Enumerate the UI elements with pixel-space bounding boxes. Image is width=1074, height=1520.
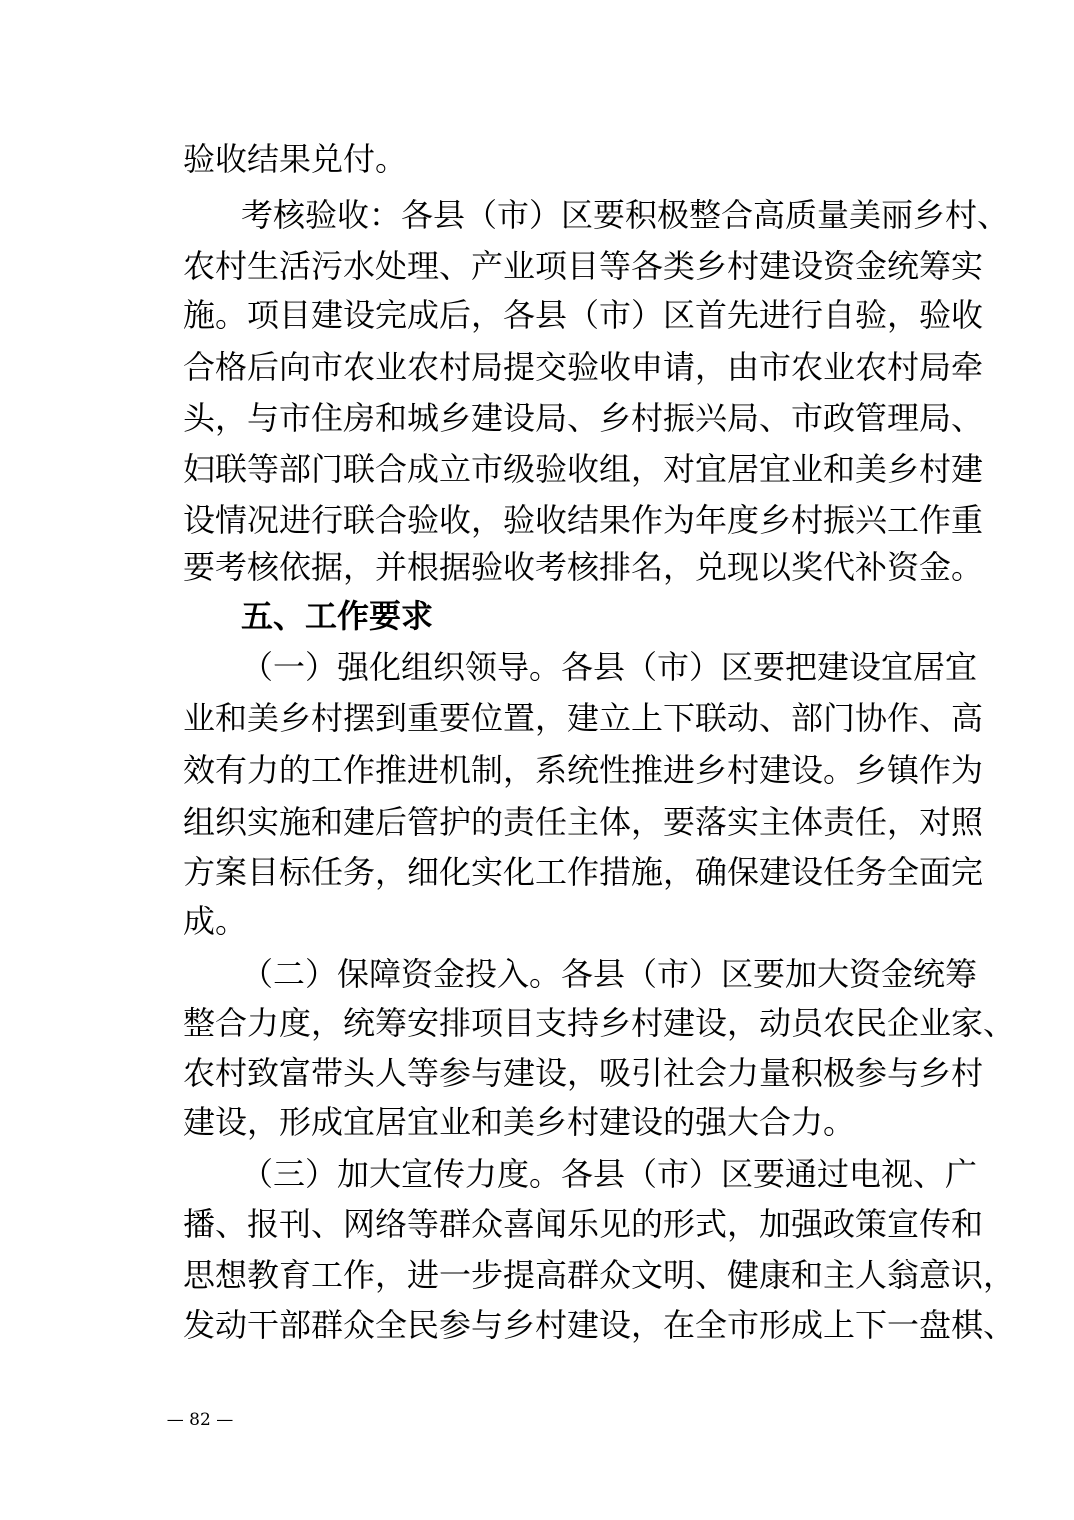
- text-line-19: 农村致富带头人等参与建设，吸引社会力量积极参与乡村: [183, 1054, 984, 1092]
- text-line-16: 成。: [183, 902, 248, 940]
- page-number: — 82 —: [166, 1410, 234, 1430]
- text-line-1: 验收结果兑付。: [183, 140, 408, 178]
- section-heading: 五、工作要求: [241, 597, 434, 635]
- text-line-3: 农村生活污水处理、产业项目等各类乡村建设资金统筹实: [183, 247, 984, 285]
- text-line-24: 发动干部群众全民参与乡村建设，在全市形成上下一盘棋、: [183, 1306, 1016, 1344]
- text-line-5: 合格后向市农业农村局提交验收申请，由市农业农村局牵: [183, 348, 984, 386]
- text-line-6: 头，与市住房和城乡建设局、乡村振兴局、市政管理局、: [183, 399, 984, 437]
- text-line-8: 设情况进行联合验收，验收结果作为年度乡村振兴工作重: [183, 501, 984, 539]
- text-line-4: 施。项目建设完成后，各县（市）区首先进行自验，验收: [183, 296, 984, 334]
- text-line-7: 妇联等部门联合成立市级验收组，对宜居宜业和美乡村建: [183, 450, 984, 488]
- text-line-14: 组织实施和建后管护的责任主体，要落实主体责任，对照: [183, 803, 984, 841]
- text-line-22: 播、报刊、网络等群众喜闻乐见的形式，加强政策宣传和: [183, 1205, 984, 1243]
- text-line-21: （三）加大宣传力度。各县（市）区要通过电视、广: [241, 1155, 978, 1193]
- text-line-17: （二）保障资金投入。各县（市）区要加大资金统筹: [241, 955, 978, 993]
- text-line-23: 思想教育工作，进一步提高群众文明、健康和主人翁意识，: [183, 1256, 1016, 1294]
- text-line-11: （一）强化组织领导。各县（市）区要把建设宜居宜: [241, 648, 978, 686]
- text-line-13: 效有力的工作推进机制，系统性推进乡村建设。乡镇作为: [183, 751, 984, 789]
- text-line-12: 业和美乡村摆到重要位置，建立上下联动、部门协作、高: [183, 699, 984, 737]
- text-line-9: 要考核依据，并根据验收考核排名，兑现以奖代补资金。: [183, 548, 984, 586]
- text-line-18: 整合力度，统筹安排项目支持乡村建设，动员农民企业家、: [183, 1004, 1016, 1042]
- text-line-2: 考核验收：各县（市）区要积极整合高质量美丽乡村、: [241, 196, 1010, 234]
- text-line-20: 建设，形成宜居宜业和美乡村建设的强大合力。: [183, 1103, 856, 1141]
- text-line-15: 方案目标任务，细化实化工作措施，确保建设任务全面完: [183, 853, 984, 891]
